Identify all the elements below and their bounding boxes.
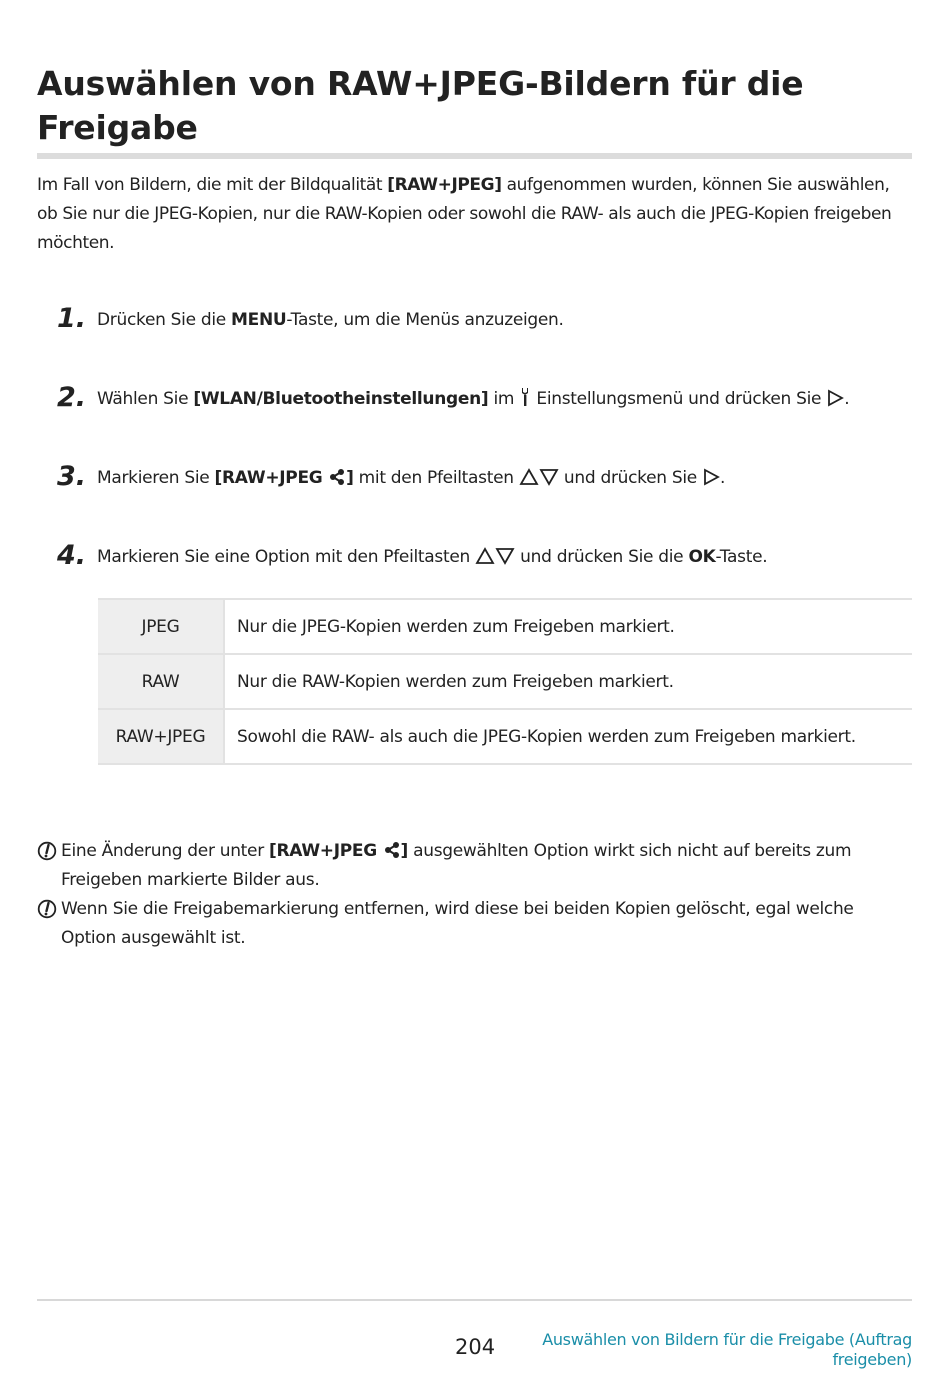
- caution-icon: [37, 899, 57, 919]
- caution-note-2: [37, 895, 907, 953]
- arrow-right-icon: [702, 468, 720, 486]
- step-4: [37, 536, 917, 576]
- option-key: RAW+JPEG: [98, 709, 224, 764]
- title-underline: [37, 153, 912, 159]
- table-row: [98, 599, 912, 654]
- step-number: 4.: [57, 540, 87, 571]
- option-description: Sowohl die RAW- als auch die JPEG-Kopien werden zum Freigeben markiert.: [224, 709, 912, 764]
- note-text: Wenn Sie die Freigabemarkierung entfernen, wird diese bei beiden Kopien gelöscht, egal welche Option ausgewählt ist.: [61, 899, 854, 948]
- wrench-icon: [519, 387, 531, 407]
- intro-text-2: aufgenommen wurden, können Sie auswählen, ob Sie nur die JPEG-Kopien, nur die RAW-Kopien oder sowohl die RAW- als auch die JPEG-Kopien freigeben möchten.: [37, 175, 892, 253]
- option-description: Nur die RAW-Kopien werden zum Freigeben markiert.: [224, 654, 912, 709]
- step-text: Markieren Sie [RAW+JPEG ] mit den Pfeiltasten und drücken Sie .: [97, 468, 726, 488]
- footer-section-link[interactable]: Auswählen von Bildern für die Freigabe (Auftrag freigeben): [542, 1330, 912, 1369]
- step-number: 3.: [57, 461, 87, 492]
- caution-icon: [37, 841, 57, 861]
- options-table: [98, 598, 912, 765]
- share-icon: [328, 468, 346, 486]
- step-number: 1.: [57, 303, 87, 334]
- step-text: Wählen Sie [WLAN/Bluetootheinstellungen] im Einstellungsmenü und drücken Sie .: [97, 389, 850, 409]
- page-title: Auswählen von RAW+JPEG-Bildern für die Freigabe: [37, 64, 804, 147]
- table-row: [98, 654, 912, 709]
- step-number: 2.: [57, 382, 87, 413]
- footer-rule: [37, 1299, 912, 1301]
- note-text: Eine Änderung der unter [RAW+JPEG ] ausgewählten Option wirkt sich nicht auf bereits zum Freigeben markierte Bilder aus.: [61, 841, 852, 890]
- arrow-down-icon: [495, 547, 515, 565]
- arrow-right-icon: [826, 389, 844, 407]
- intro-paragraph: [37, 171, 897, 258]
- share-icon: [383, 841, 401, 859]
- option-key: RAW: [98, 654, 224, 709]
- arrow-down-icon: [539, 468, 559, 486]
- intro-bold: [RAW+JPEG]: [387, 175, 502, 195]
- arrow-up-icon: [475, 547, 495, 565]
- intro-text-1: Im Fall von Bildern, die mit der Bildqualität: [37, 175, 388, 195]
- step-2: [37, 378, 917, 418]
- option-description: Nur die JPEG-Kopien werden zum Freigeben markiert.: [224, 599, 912, 654]
- step-text: Drücken Sie die MENU-Taste, um die Menüs anzuzeigen.: [97, 310, 564, 330]
- step-3: [37, 457, 917, 497]
- table-row: [98, 709, 912, 764]
- arrow-up-icon: [519, 468, 539, 486]
- caution-note-1: [37, 837, 907, 895]
- option-key: JPEG: [98, 599, 224, 654]
- step-1: [37, 299, 917, 339]
- step-text: Markieren Sie eine Option mit den Pfeiltasten und drücken Sie die OK-Taste.: [97, 547, 768, 567]
- page-number: 204: [455, 1335, 496, 1359]
